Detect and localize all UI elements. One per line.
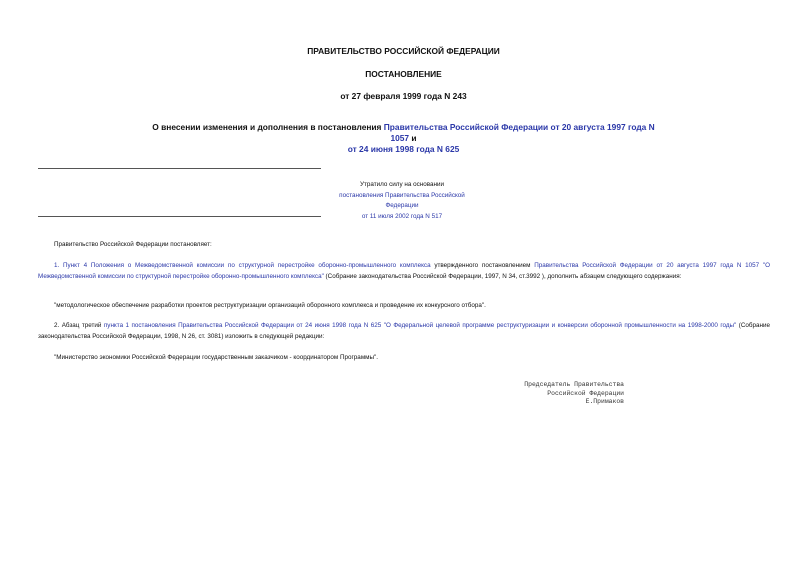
signature-line-3: Е.Примаков	[585, 398, 624, 406]
status-link-resolution-517[interactable]	[339, 192, 465, 220]
title-prefix: О внесении изменения и дополнения в постановления	[152, 122, 384, 132]
status-link-line-1: постановления Правительства Российской Федерации	[339, 191, 465, 209]
intro-paragraph	[38, 240, 770, 251]
status-note	[322, 180, 482, 222]
title-link-resolution-625[interactable]: от 24 июня 1998 года N 625	[347, 144, 460, 154]
document-date-number: от 27 февраля 1999 года N 243	[340, 91, 467, 101]
item-2-link-resolution-625[interactable]: пункта 1 постановления Правительства Российской Федерации от 24 июня 1998 года N 625 "О Федеральной целевой программе реструктуризации и конверсии оборонной промышленности на 1998-2000 годы"	[103, 322, 737, 329]
item-2-paragraph	[38, 321, 770, 343]
government-heading: ПРАВИТЕЛЬСТВО РОССИЙСКОЙ ФЕДЕРАЦИИ	[307, 46, 500, 56]
signature-line-2: Российской Федерации	[547, 389, 624, 397]
title-link-resolution-1057[interactable]: Правительства Российской Федерации от 20 августа 1997 года N 1057	[383, 122, 655, 143]
item-2-text-1: 2. Абзац третий	[54, 322, 104, 329]
signature-block	[470, 381, 624, 407]
document-title	[150, 122, 657, 155]
item-1-link-resolution-1057[interactable]: Правительства Российской Федерации от 20 августа 1997 года N 1057 "О Межведомственной комиссии по структурной перестройке оборонно-промышленного комплекса"	[38, 262, 770, 280]
status-note-text: Утратило силу на основании	[359, 181, 445, 188]
item-1-link-regulation-point-4[interactable]: Пункт 4 Положения о Межведомственной комиссии по структурной перестройке оборонно-промышленного комплекса	[63, 262, 431, 269]
document-type-heading: ПОСТАНОВЛЕНИЕ	[365, 69, 442, 79]
item-1-text-2: (Собрание законодательства Российской Федерации, 1997, N 34, ст.3992 ), дополнить абзацем следующего содержания:	[323, 272, 682, 280]
title-conjunction: и	[409, 133, 417, 143]
divider-top	[38, 168, 321, 169]
divider-bottom	[38, 216, 321, 217]
quote-1-paragraph	[38, 301, 770, 312]
item-1-text-1: утвержденного постановлением	[430, 262, 535, 269]
signature-line-1: Председатель Правительства	[524, 381, 624, 388]
quote-2-text: "Министерство экономики Российской Федерации государственным заказчиком - координатором Программы".	[54, 354, 378, 361]
intro-text: Правительство Российской Федерации постановляет:	[54, 241, 212, 248]
item-1-number-link[interactable]: 1.	[54, 262, 63, 269]
quote-2-paragraph	[38, 353, 770, 364]
item-2-text-2: (Собрание законодательства Российской Федерации, 1998, N 26, ст. 3081) изложить в следующей редакции:	[38, 322, 771, 340]
status-link-line-2: от 11 июля 2002 года N 517	[361, 212, 443, 220]
item-1-paragraph	[38, 261, 770, 283]
quote-1-text: "методологическое обеспечение разработки проектов реструктуризации организаций оборонного комплекса и проведение их конкурсного отбора".	[54, 302, 486, 309]
